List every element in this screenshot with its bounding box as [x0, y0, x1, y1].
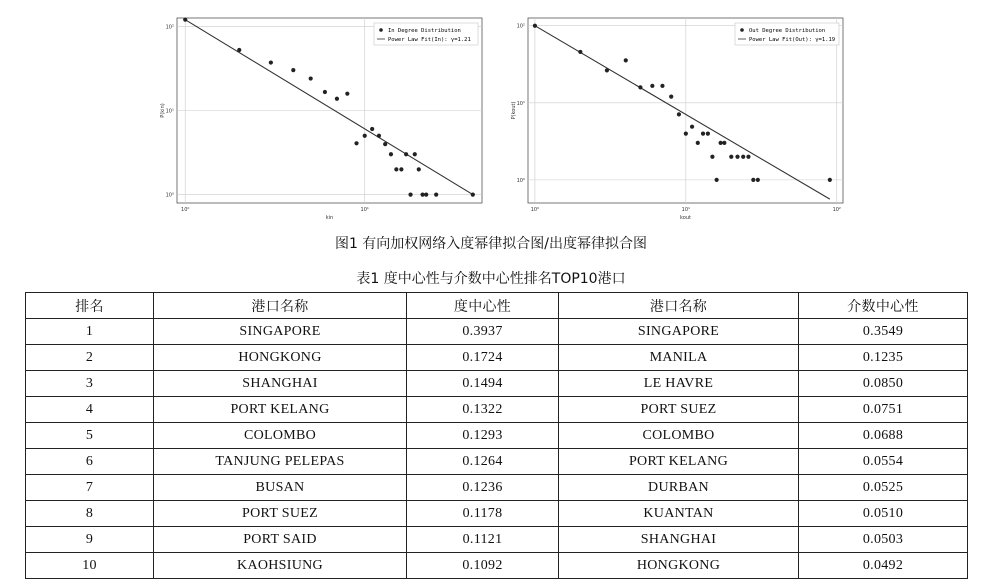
- cell-port-betweenness: DURBAN: [559, 475, 799, 501]
- x-tick-label: 10¹: [681, 207, 691, 213]
- legend-marker-points: [379, 28, 383, 32]
- cell-rank: 6: [26, 449, 154, 475]
- cell-degree-value: 0.1724: [407, 345, 559, 371]
- cell-port-degree: BUSAN: [154, 475, 407, 501]
- plot-frame: [528, 18, 843, 203]
- cell-port-betweenness: LE HAVRE: [559, 371, 799, 397]
- data-point: [533, 24, 537, 28]
- cell-betweenness-value: 0.0492: [799, 553, 968, 579]
- cell-betweenness-value: 0.0850: [799, 371, 968, 397]
- cell-port-degree: PORT KELANG: [154, 397, 407, 423]
- y-tick-label: 10¹: [165, 108, 174, 115]
- table-header-row: [26, 293, 968, 319]
- data-point: [404, 152, 408, 156]
- table-row: [26, 397, 968, 423]
- table-row: [26, 475, 968, 501]
- cell-rank: 10: [26, 553, 154, 579]
- data-point: [291, 68, 295, 72]
- cell-port-betweenness: MANILA: [559, 345, 799, 371]
- cell-betweenness-value: 0.0554: [799, 449, 968, 475]
- cell-degree-value: 0.1322: [407, 397, 559, 423]
- cell-rank: 7: [26, 475, 154, 501]
- y-axis-label: P(kout): [511, 101, 517, 120]
- cell-port-degree: PORT SUEZ: [154, 501, 407, 527]
- cell-port-degree: HONGKONG: [154, 345, 407, 371]
- cell-port-betweenness: SINGAPORE: [559, 319, 799, 345]
- cell-degree-value: 0.1092: [407, 553, 559, 579]
- cell-port-degree: SHANGHAI: [154, 371, 407, 397]
- y-axis-label: P(kin): [160, 103, 166, 118]
- centrality-table: [25, 292, 968, 579]
- data-point: [309, 76, 313, 80]
- in-degree-chart-svg: [145, 10, 490, 225]
- cell-betweenness-value: 0.3549: [799, 319, 968, 345]
- y-tick-label: 10⁰: [165, 192, 174, 199]
- data-point: [394, 167, 398, 171]
- out-degree-chart: [498, 10, 848, 225]
- cell-degree-value: 0.3937: [407, 319, 559, 345]
- data-point: [684, 132, 688, 136]
- data-point: [335, 97, 339, 101]
- cell-port-degree: KAOHSIUNG: [154, 553, 407, 579]
- y-tick-label: 10²: [165, 24, 174, 31]
- data-point: [741, 155, 745, 159]
- header-betweenness-centrality: 介数中心性: [799, 293, 968, 319]
- cell-degree-value: 0.1236: [407, 475, 559, 501]
- cell-rank: 9: [26, 527, 154, 553]
- cell-betweenness-value: 0.1235: [799, 345, 968, 371]
- data-point: [424, 192, 428, 196]
- data-point: [399, 167, 403, 171]
- y-tick-label: 10¹: [516, 100, 525, 107]
- cell-betweenness-value: 0.0688: [799, 423, 968, 449]
- x-tick-label: 10⁰: [530, 207, 540, 213]
- cell-rank: 1: [26, 319, 154, 345]
- cell-port-betweenness: PORT KELANG: [559, 449, 799, 475]
- data-point: [408, 192, 412, 196]
- table-row: [26, 553, 968, 579]
- x-axis-label: kin: [325, 215, 334, 221]
- data-point: [363, 134, 367, 138]
- cell-betweenness-value: 0.0510: [799, 501, 968, 527]
- table-caption: 表1 度中心性与介数中心性排名TOP10港口: [356, 271, 626, 287]
- cell-betweenness-value: 0.0503: [799, 527, 968, 553]
- cell-degree-value: 0.1494: [407, 371, 559, 397]
- legend-marker-points: [740, 28, 744, 32]
- data-point: [756, 178, 760, 182]
- x-tick-label: 10⁰: [181, 207, 190, 213]
- table-row: [26, 501, 968, 527]
- cell-rank: 5: [26, 423, 154, 449]
- figure-caption: 图1 有向加权网络入度幂律拟合图/出度幂律拟合图: [334, 236, 648, 252]
- y-tick-label: 10²: [516, 23, 525, 30]
- data-point: [345, 92, 349, 96]
- legend-entry-fit: Power Law Fit(In): γ=1.21: [388, 37, 471, 43]
- data-point: [377, 134, 381, 138]
- cell-rank: 2: [26, 345, 154, 371]
- data-point: [719, 141, 723, 145]
- data-point: [710, 155, 714, 159]
- data-point: [669, 95, 673, 99]
- data-point: [660, 84, 664, 88]
- data-point: [417, 167, 421, 171]
- data-point: [746, 155, 750, 159]
- data-point: [722, 141, 726, 145]
- data-point: [650, 84, 654, 88]
- data-point: [354, 141, 358, 145]
- table-row: [26, 527, 968, 553]
- data-point: [828, 178, 832, 182]
- x-axis-label: kout: [680, 215, 691, 221]
- legend-entry-points: Out Degree Distribution: [749, 28, 826, 34]
- cell-rank: 3: [26, 371, 154, 397]
- cell-port-degree: TANJUNG PELEPAS: [154, 449, 407, 475]
- cell-port-betweenness: KUANTAN: [559, 501, 799, 527]
- y-tick-label: 10⁰: [516, 177, 525, 184]
- data-point: [237, 48, 241, 52]
- data-point: [434, 192, 438, 196]
- cell-betweenness-value: 0.0525: [799, 475, 968, 501]
- data-point: [413, 152, 417, 156]
- header-degree-centrality: 度中心性: [407, 293, 559, 319]
- cell-port-betweenness: HONGKONG: [559, 553, 799, 579]
- cell-degree-value: 0.1178: [407, 501, 559, 527]
- in-degree-chart: [145, 10, 490, 225]
- header-port-name-2: 港口名称: [559, 293, 799, 319]
- cell-rank: 8: [26, 501, 154, 527]
- data-point: [735, 155, 739, 159]
- header-port-name: 港口名称: [154, 293, 407, 319]
- cell-betweenness-value: 0.0751: [799, 397, 968, 423]
- data-point: [751, 178, 755, 182]
- table-row: [26, 371, 968, 397]
- data-point: [269, 60, 273, 64]
- data-point: [729, 155, 733, 159]
- data-point: [605, 68, 609, 72]
- data-point: [696, 141, 700, 145]
- out-degree-chart-svg: [498, 10, 848, 225]
- cell-port-degree: PORT SAID: [154, 527, 407, 553]
- data-point: [715, 178, 719, 182]
- legend-entry-points: In Degree Distribution: [388, 28, 461, 34]
- x-tick-label: 10¹: [360, 207, 369, 213]
- cell-port-degree: SINGAPORE: [154, 319, 407, 345]
- table-row: [26, 449, 968, 475]
- data-point: [389, 152, 393, 156]
- cell-port-betweenness: SHANGHAI: [559, 527, 799, 553]
- table-row: [26, 345, 968, 371]
- cell-degree-value: 0.1293: [407, 423, 559, 449]
- data-point: [578, 50, 582, 54]
- cell-port-betweenness: COLOMBO: [559, 423, 799, 449]
- data-point: [183, 18, 187, 22]
- cell-port-degree: COLOMBO: [154, 423, 407, 449]
- data-point: [471, 192, 475, 196]
- data-point: [701, 132, 705, 136]
- data-point: [690, 125, 694, 129]
- cell-degree-value: 0.1121: [407, 527, 559, 553]
- table-row: [26, 423, 968, 449]
- data-point: [638, 85, 642, 89]
- data-point: [624, 58, 628, 62]
- data-point: [420, 192, 424, 196]
- data-point: [706, 132, 710, 136]
- cell-degree-value: 0.1264: [407, 449, 559, 475]
- data-point: [323, 90, 327, 94]
- cell-rank: 4: [26, 397, 154, 423]
- cell-port-betweenness: PORT SUEZ: [559, 397, 799, 423]
- table-row: [26, 319, 968, 345]
- data-point: [370, 127, 374, 131]
- data-point: [677, 112, 681, 116]
- x-tick-label: 10²: [832, 207, 841, 213]
- data-point: [383, 142, 387, 146]
- header-rank: 排名: [26, 293, 154, 319]
- legend-entry-fit: Power Law Fit(Out): γ=1.19: [749, 37, 836, 43]
